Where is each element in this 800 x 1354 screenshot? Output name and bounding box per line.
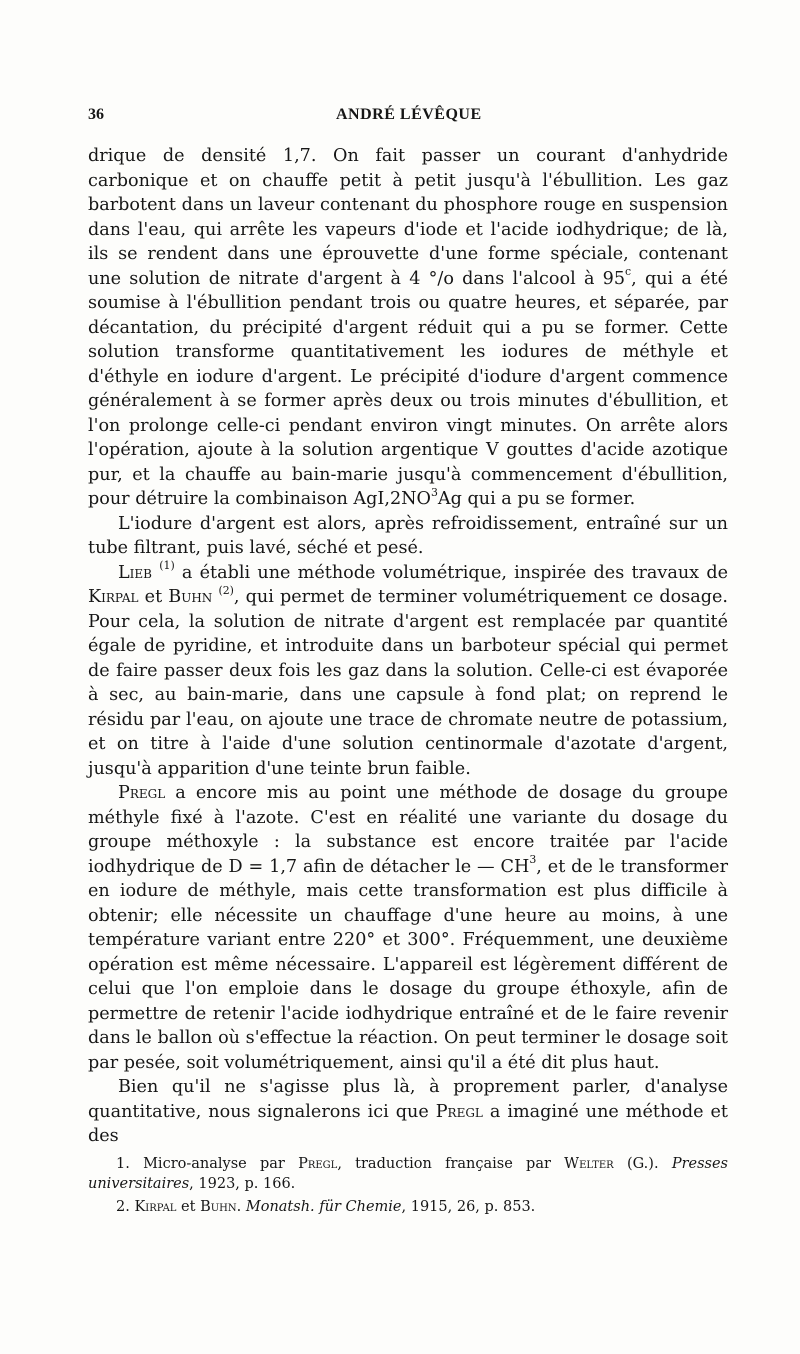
text-run: , traduction française par xyxy=(337,1156,565,1172)
text-run: Bien qu'il ne s'agisse plus là, à proprement parler, d'analyse quantitative, nous signalerons ici que xyxy=(88,1077,728,1122)
text-run: , et de le transformer en iodure de méthyle, mais cette transformation est plus difficile à obtenir; elle nécessite un chauffage d'une heure au moins, à une température variant entre 220° et 300°. Fréquemment, une deuxième opération est même nécessaire. L'appareil est légèrement différent de celui que l'on emploie dans le dosage du groupe éthoxyle, afin de permettre de retenir l'acide iodhydrique entraîné et de le faire revenir dans le ballon où s'effectue la réaction. On peut terminer le dosage soit par pesée, soit volumétriquement, ainsi qu'il a été dit plus haut. xyxy=(88,856,728,1073)
publication-title: Monatsh. für Chemie xyxy=(245,1199,402,1215)
footnote-ref-2: (2) xyxy=(218,583,234,597)
paragraph-2: L'iodure d'argent est alors, après refroidissement, entraîné sur un tube filtrant, puis lavé, séché et pesé. xyxy=(88,513,728,558)
paragraph-5 xyxy=(88,1075,728,1149)
text-run: Ag qui a pu se former. xyxy=(437,489,636,509)
author-kirpal: Kirpal xyxy=(134,1199,177,1215)
body-text xyxy=(88,144,728,1149)
text-run: , 1923, p. 166. xyxy=(189,1176,296,1192)
author-kirpal: Kirpal xyxy=(88,587,139,607)
text-run: , 1915, 26, p. 853. xyxy=(401,1199,536,1215)
text-run: , qui permet de terminer volumétriquement ce dosage. Pour cela, la solution de nitrate d'argent est remplacée par quantité égale de pyridine, et introduite dans un barboteur spécial qui permet de faire passer deux fois les gaz dans la solution. Celle-ci est évaporée à sec, au bain-marie, dans une capsule à fond plat; on reprend le résidu par l'eau, on ajoute une trace de chromate neutre de potassium, et on titre à l'aide d'une solution centinormale d'azotate d'argent, jusqu'à apparition d'une teinte brun faible. xyxy=(88,587,729,779)
text-run: 2. xyxy=(116,1199,135,1215)
superscript: 3 xyxy=(529,853,537,867)
author-buhn: Buhn xyxy=(200,1199,237,1215)
author-lieb: Lieb xyxy=(118,562,153,583)
author-pregl: Pregl xyxy=(435,1101,483,1122)
text-run: a encore mis au point une méthode de dosage du groupe méthyle fixé à l'azote. C'est en réalité une variante du dosage du groupe méthoxyle : la substance est encore traitée par l'acide iodhydrique de D = 1,7 afin de détacher le — CH xyxy=(88,783,728,877)
footnotes xyxy=(88,1154,728,1218)
text-run: . xyxy=(236,1199,246,1215)
footnote-2 xyxy=(88,1197,728,1217)
author-welter: Welter xyxy=(564,1156,614,1172)
text-run: et xyxy=(138,587,169,607)
text-run: a établi une méthode volumétrique, inspirée des travaux de xyxy=(174,562,729,583)
superscript: c xyxy=(625,265,632,279)
text-run: drique de densité 1,7. On fait passer un courant d'anhydride carbonique et on chauffe petit à petit jusqu'à l'ébullition. Les gaz barbotent dans un laveur contenant du phosphore rouge en suspension dans l'eau, qui arrête les vapeurs d'iode et l'acide iodhydrique; de là, ils se rendent dans une éprouvette d'une forme spéciale, contenant une solution de nitrate d'argent à 4 °/o dans l'alcool à 95 xyxy=(88,146,728,289)
author-pregl: Pregl xyxy=(298,1156,338,1172)
page-number: 36 xyxy=(88,106,104,123)
text-run: a imaginé une méthode et des xyxy=(88,1101,728,1146)
running-header xyxy=(88,106,728,130)
running-title: ANDRÉ LÉVÊQUE xyxy=(336,106,482,123)
footnote-1 xyxy=(88,1154,728,1194)
text-run: (G.). xyxy=(613,1156,672,1172)
author-buhn: Buhn xyxy=(168,587,213,607)
superscript: 3 xyxy=(430,485,438,499)
text-run: , qui a été soumise à l'ébullition pendant trois ou quatre heures, et séparée, par décantation, du précipité d'argent réduit qui a pu se former. Cette solution transforme quantitativement les iodures de méthyle et d'éthyle en iodure d'argent. Le précipité d'iodure d'argent commence généralement à se former après deux ou trois minutes d'ébullition, et l'on prolonge celle-ci pendant environ vingt minutes. On arrête alors l'opération, ajoute à la solution argentique V gouttes d'acide azotique pur, et la chauffe au bain-marie jusqu'à commencement d'ébullition, pour détruire la combinaison AgI,2NO xyxy=(88,268,728,509)
paragraph-4 xyxy=(88,781,728,1075)
text-run: 1. Micro-analyse par xyxy=(116,1156,299,1172)
paragraph-3 xyxy=(88,561,728,782)
paragraph-1 xyxy=(88,144,728,512)
footnote-ref-1: (1) xyxy=(159,559,175,573)
author-pregl: Pregl xyxy=(118,783,166,803)
publication-title: Presses universitaires xyxy=(88,1156,728,1192)
text-run: et xyxy=(176,1199,201,1215)
